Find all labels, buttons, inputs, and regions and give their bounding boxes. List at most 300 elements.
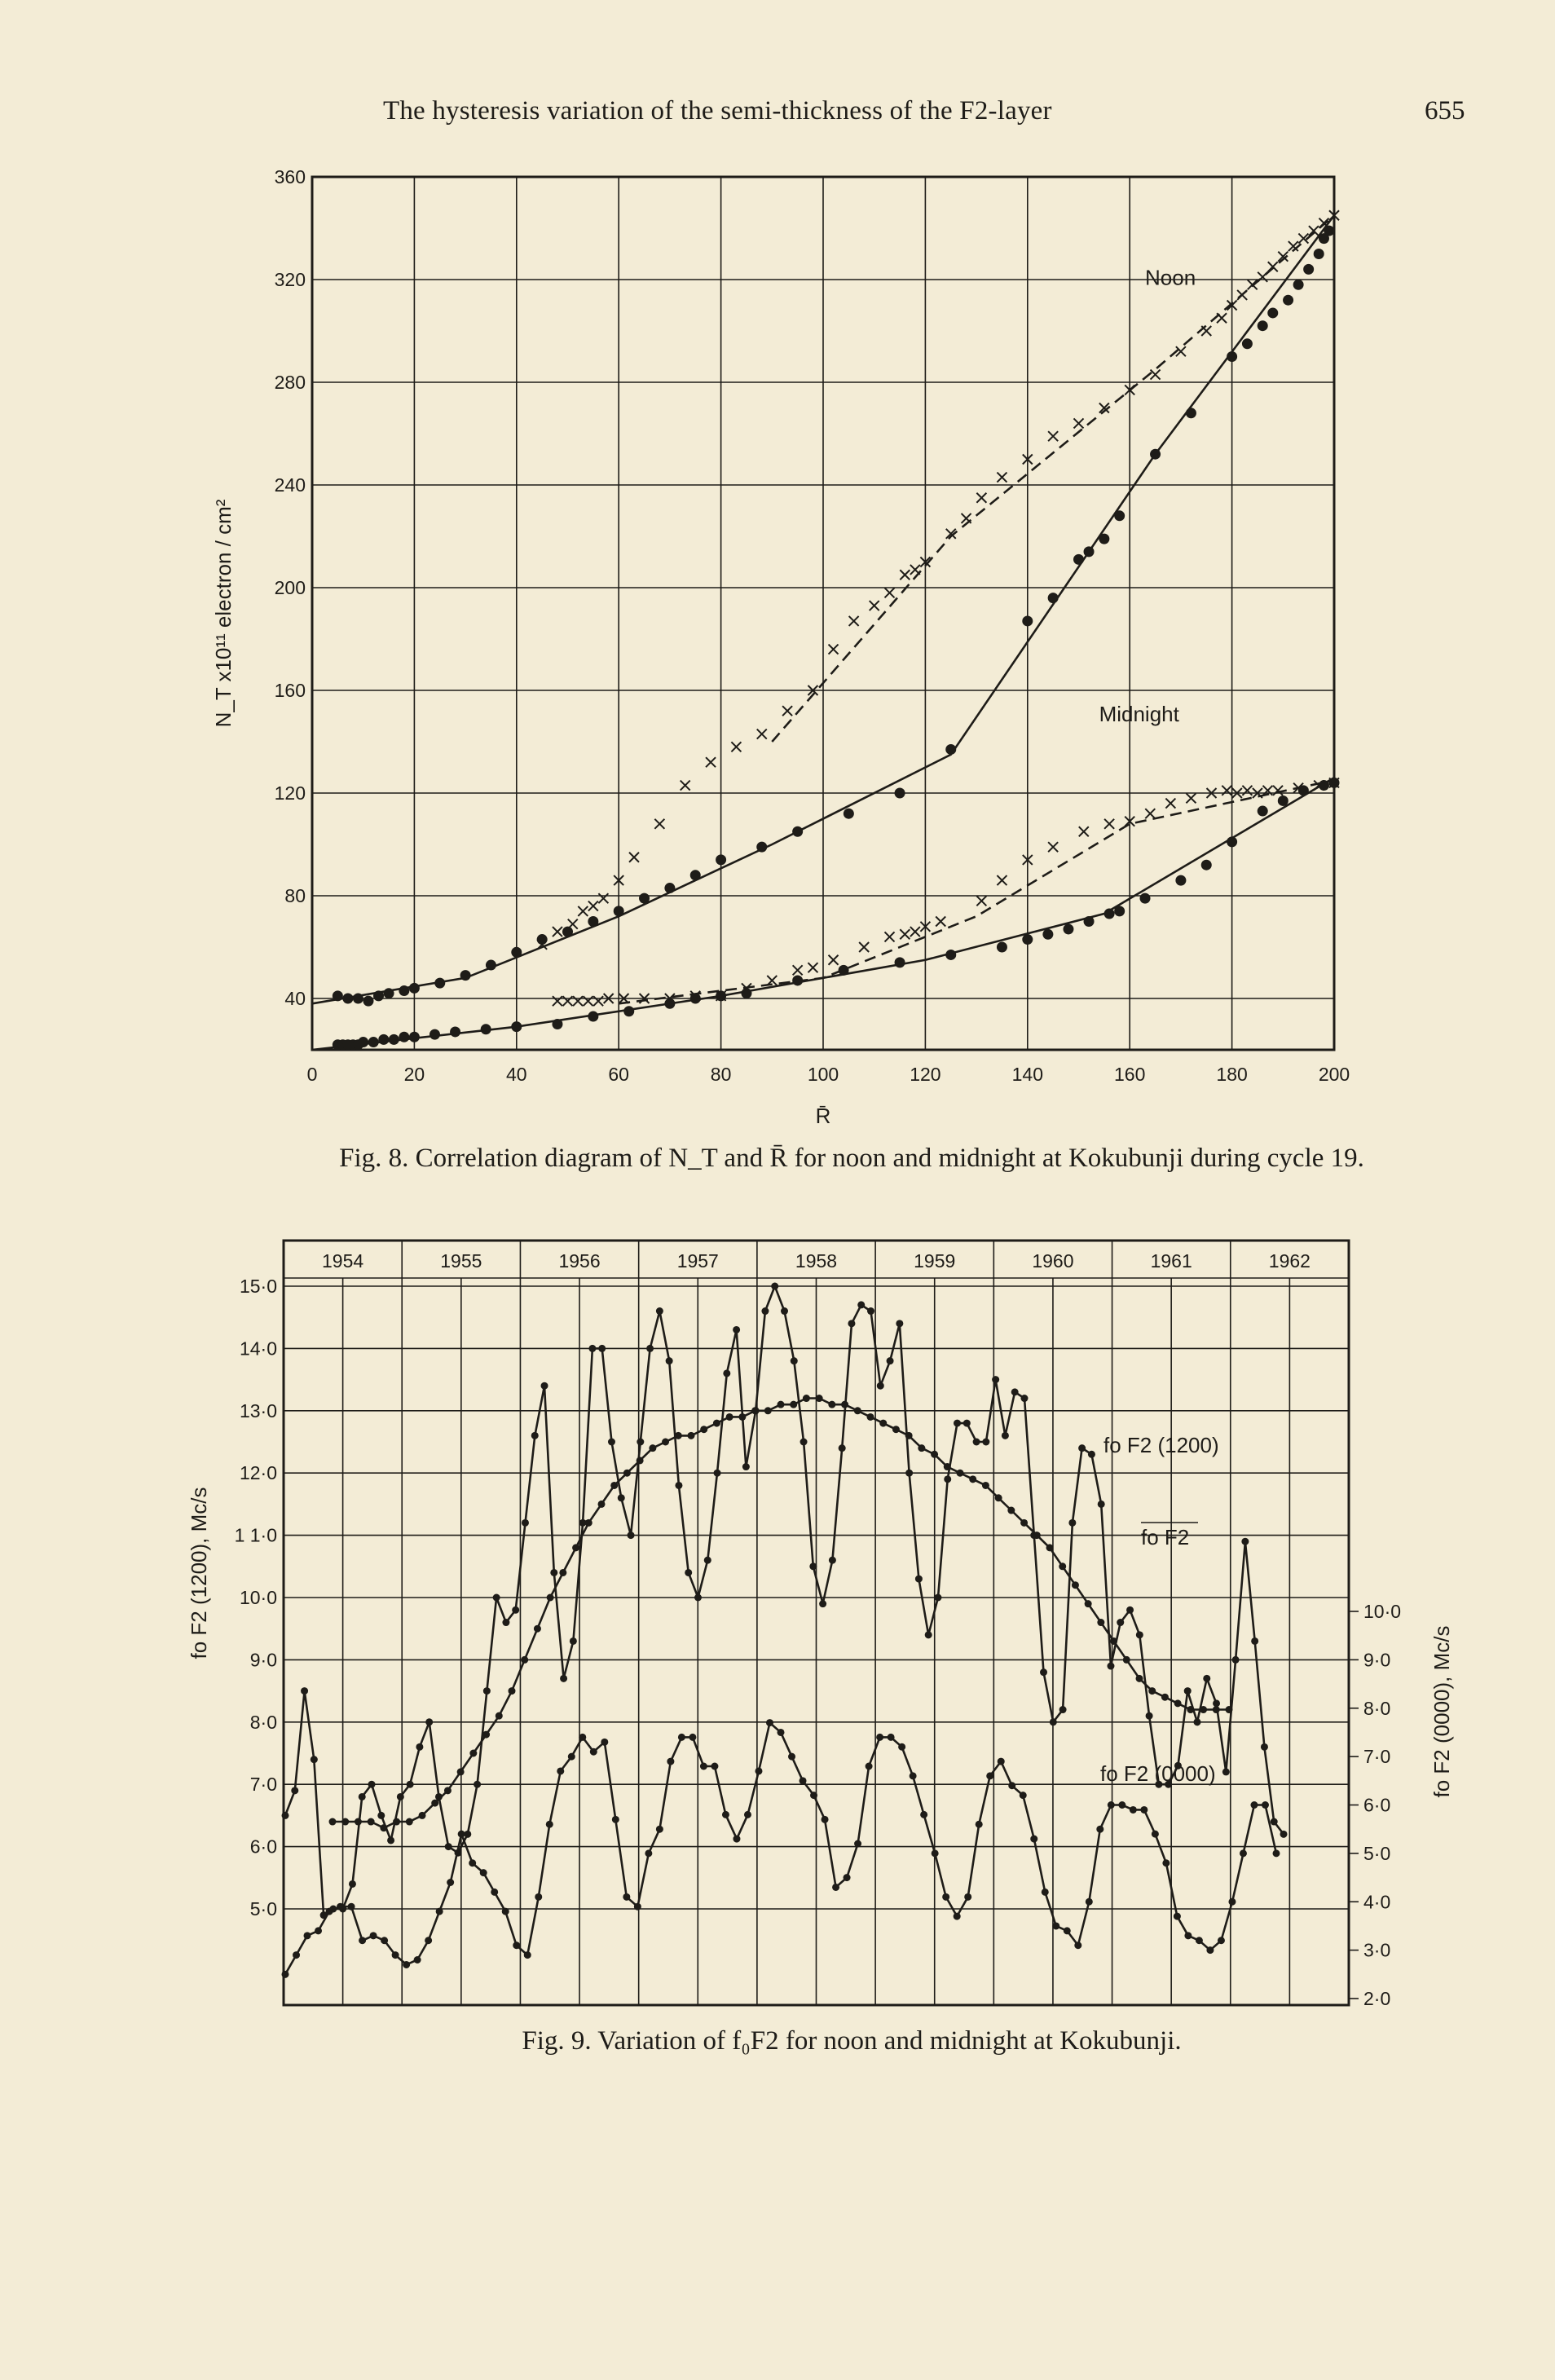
fig9-series-point-2 <box>502 1908 509 1915</box>
fig9-series-point-2 <box>832 1884 839 1891</box>
fig9-series-point-2 <box>370 1932 377 1939</box>
fig9-series-point-1 <box>431 1800 438 1807</box>
fig9-series-point-2 <box>546 1821 553 1828</box>
fig9-series-point-2 <box>932 1849 939 1857</box>
fig9-series-point-2 <box>788 1753 795 1761</box>
fig9-series-point-2 <box>1042 1889 1049 1896</box>
fig9-series-point-2 <box>1096 1826 1103 1833</box>
fig9-series-point-2 <box>513 1941 520 1949</box>
fig8-x-tick-label: 80 <box>710 1064 732 1085</box>
fig9-series-point-1 <box>713 1420 720 1427</box>
fig9-series-point-1 <box>738 1413 746 1421</box>
fig8-x-tick-label: 200 <box>1318 1064 1350 1085</box>
fig9-series-point-1 <box>521 1656 528 1664</box>
fig9-series-point-2 <box>689 1734 696 1741</box>
fig9-series-point-2 <box>778 1729 785 1736</box>
fig9-series-point-0 <box>800 1439 808 1446</box>
fig9-series-point-2 <box>326 1908 333 1915</box>
fig9-series-point-1 <box>457 1768 465 1775</box>
fig9-series-point-1 <box>1187 1706 1194 1713</box>
fig9-series-point-1 <box>623 1470 631 1477</box>
fig9-series-point-0 <box>1271 1818 1278 1826</box>
fig9-series-point-1 <box>559 1569 566 1576</box>
fig9-series-point-2 <box>667 1758 674 1765</box>
fig9-series-point-1 <box>393 1818 400 1826</box>
fig9-series-point-2 <box>557 1767 564 1774</box>
fig9-series-point-1 <box>509 1687 516 1695</box>
fig9-series-point-2 <box>293 1951 300 1959</box>
fig9-series-point-0 <box>954 1420 961 1427</box>
fig9-series-point-2 <box>888 1734 895 1741</box>
fig9-series-point-0 <box>839 1444 846 1452</box>
fig9-series-point-0 <box>1280 1831 1288 1838</box>
fig9-series-label-noon: fo F2 (1200) <box>1103 1433 1219 1457</box>
fig9-series-point-2 <box>1196 1937 1203 1944</box>
fig9-series-point-0 <box>598 1345 606 1352</box>
fig9-series-point-1 <box>406 1818 413 1826</box>
fig9-series-point-2 <box>634 1903 641 1911</box>
fig9-series-point-2 <box>866 1763 873 1770</box>
fig9-series-point-1 <box>329 1818 337 1826</box>
fig9-series-point-1 <box>1072 1581 1079 1589</box>
fig9-series-point-1 <box>867 1413 874 1421</box>
fig9-series-point-1 <box>649 1444 656 1452</box>
fig9-series-point-2 <box>381 1937 388 1944</box>
fig9-series-point-2 <box>1250 1801 1258 1809</box>
fig9-series-point-2 <box>601 1739 608 1746</box>
fig9-series-point-0 <box>359 1793 366 1800</box>
fig9-series-point-2 <box>920 1811 927 1818</box>
fig9-series-point-0 <box>474 1781 481 1788</box>
fig9-series-point-2 <box>744 1811 751 1818</box>
fig9-series-point-2 <box>733 1836 740 1843</box>
fig9-series-point-0 <box>1222 1768 1230 1775</box>
fig9-series-point-0 <box>1088 1451 1095 1458</box>
fig8-x-tick-label: 20 <box>403 1064 425 1085</box>
running-title: The hysteresis variation of the semi-thickness of the F2-layer <box>383 96 1052 126</box>
fig9-right-axis-label: fo F2 (0000), Mc/s <box>1429 1625 1454 1798</box>
fig9-series-point-1 <box>726 1413 733 1421</box>
fig9-series-point-2 <box>1020 1792 1027 1799</box>
fig9-series-point-0 <box>368 1781 376 1788</box>
fig9-series-point-0 <box>1232 1656 1240 1664</box>
fig9-series-line-0 <box>285 1286 1284 1915</box>
fig9-series-point-0 <box>349 1880 356 1888</box>
fig9-series-label-mean: fo F2 <box>1141 1525 1190 1549</box>
fig9-series-point-0 <box>714 1470 721 1477</box>
fig9-series-point-0 <box>666 1357 673 1364</box>
fig9-series-point-1 <box>610 1482 618 1489</box>
fig9-right-tick-label: 5·0 <box>1363 1842 1391 1864</box>
fig9-series-point-0 <box>1117 1619 1124 1626</box>
fig9-series-point-0 <box>608 1439 615 1446</box>
fig9-series-point-1 <box>1046 1544 1054 1551</box>
fig9-series-point-1 <box>482 1731 490 1739</box>
fig9-series-point-2 <box>1008 1782 1015 1789</box>
fig9-series-point-0 <box>829 1557 836 1564</box>
fig9-left-tick-label: 1 1·0 <box>234 1524 277 1546</box>
fig8-y-tick-label: 240 <box>274 474 306 496</box>
fig9-series-point-1 <box>469 1750 477 1757</box>
fig9-series-point-2 <box>755 1767 762 1774</box>
fig9-series-point-1 <box>944 1463 951 1470</box>
fig9-series-point-0 <box>1011 1388 1019 1395</box>
fig9-year-label: 1958 <box>795 1250 838 1272</box>
fig9-series-point-1 <box>688 1432 695 1439</box>
fig9-series-point-2 <box>1174 1913 1181 1920</box>
fig9-series-point-0 <box>1040 1668 1047 1676</box>
fig9-series-point-2 <box>954 1913 961 1920</box>
fig9-series-point-0 <box>637 1439 644 1446</box>
fig9-left-tick-label: 7·0 <box>249 1774 277 1796</box>
fig9-series-point-2 <box>491 1889 498 1896</box>
fig9-right-tick-label: 4·0 <box>1363 1891 1391 1913</box>
fig9-series-point-2 <box>1086 1898 1093 1906</box>
fig9-series-point-2 <box>315 1927 322 1934</box>
fig9-series-point-0 <box>311 1756 318 1763</box>
fig9-series-point-0 <box>570 1637 577 1645</box>
fig9-series-point-0 <box>377 1812 385 1819</box>
fig9-series-point-2 <box>436 1908 443 1915</box>
fig9-series-point-0 <box>704 1557 711 1564</box>
fig9-series-point-0 <box>282 1812 289 1819</box>
fig8-x-tick-label: 180 <box>1216 1064 1248 1085</box>
fig9-series-point-2 <box>447 1879 454 1886</box>
fig9-left-tick-label: 6·0 <box>249 1836 277 1858</box>
fig9-series-point-0 <box>541 1382 548 1390</box>
fig9-series-point-1 <box>1059 1562 1066 1570</box>
fig9-series-point-0 <box>1146 1712 1153 1720</box>
fig9-series-point-2 <box>590 1748 597 1756</box>
fig9-series-point-1 <box>572 1544 579 1551</box>
fig9-series-point-1 <box>969 1475 976 1483</box>
fig9-series-point-1 <box>662 1439 669 1446</box>
fig9-series-point-1 <box>1020 1519 1028 1527</box>
fig9-left-tick-label: 9·0 <box>249 1649 277 1671</box>
fig9-series-point-0 <box>291 1787 298 1794</box>
fig9-series-point-1 <box>751 1407 759 1414</box>
fig8-x-tick-label: 40 <box>506 1064 527 1085</box>
fig9-series-point-0 <box>1050 1718 1057 1726</box>
fig9-series-point-0 <box>694 1594 702 1602</box>
fig9-series-point-1 <box>496 1712 503 1720</box>
fig9-series-point-0 <box>905 1470 913 1477</box>
fig9-series-point-0 <box>973 1439 980 1446</box>
fig9-series-point-1 <box>905 1432 913 1439</box>
fig8-x-tick-label: 0 <box>306 1064 318 1085</box>
fig8-x-tick-label: 160 <box>1114 1064 1146 1085</box>
fig8-x-tick-label: 100 <box>807 1064 839 1085</box>
fig8-y-tick-label: 160 <box>274 680 306 701</box>
fig8-y-tick-label: 80 <box>284 885 306 906</box>
fig9-series-point-2 <box>854 1840 861 1848</box>
fig9-series-point-0 <box>588 1345 596 1352</box>
fig9-series-point-0 <box>1251 1637 1258 1645</box>
fig9-series-point-0 <box>896 1320 903 1327</box>
fig9-caption: Fig. 9. Variation of f₀F2 for noon and midnight at Kokubunji. <box>522 2026 1182 2056</box>
fig9-series-point-0 <box>877 1382 884 1390</box>
fig9-series-point-1 <box>854 1407 861 1414</box>
fig9-series-point-2 <box>282 1971 289 1978</box>
fig9-series-point-1 <box>1200 1706 1207 1713</box>
fig9-series-point-2 <box>535 1893 542 1901</box>
fig9-series-point-2 <box>800 1777 807 1784</box>
fig9-series-point-1 <box>778 1401 785 1408</box>
fig9-series-point-0 <box>992 1376 999 1383</box>
fig9-series-point-1 <box>1033 1532 1041 1539</box>
fig9-left-tick-label: 12·0 <box>239 1462 277 1484</box>
fig9-series-point-0 <box>1136 1631 1143 1638</box>
fig9-series-point-2 <box>1052 1922 1059 1929</box>
fig9-series-point-2 <box>524 1951 531 1959</box>
fig9-series-point-2 <box>425 1937 432 1944</box>
fig9-series-point-0 <box>1002 1432 1009 1439</box>
fig9-series-point-2 <box>822 1816 829 1823</box>
fig9-series-point-1 <box>419 1812 426 1819</box>
fig9-series-point-2 <box>722 1811 729 1818</box>
fig9-series-point-2 <box>579 1734 586 1741</box>
fig9-series-point-0 <box>502 1619 509 1626</box>
fig9-series-point-1 <box>380 1824 387 1831</box>
fig9-series-point-0 <box>1126 1606 1134 1614</box>
fig8-y-tick-label: 280 <box>274 372 306 393</box>
fig9-series-point-1 <box>1110 1637 1117 1645</box>
fig9-series-point-0 <box>483 1687 491 1695</box>
fig9-series-point-2 <box>656 1826 663 1833</box>
fig9-series-point-2 <box>700 1763 707 1770</box>
fig9-series-point-0 <box>512 1606 519 1614</box>
fig9-right-tick-label: 6·0 <box>1363 1794 1391 1816</box>
fig9-series-point-2 <box>1206 1946 1214 1954</box>
fig9-series-point-0 <box>407 1781 414 1788</box>
fig9-series-point-0 <box>887 1357 894 1364</box>
fig9-series-point-1 <box>841 1401 848 1408</box>
fig9-left-tick-label: 8·0 <box>249 1711 277 1733</box>
fig9-series-point-2 <box>458 1831 465 1838</box>
fig9-left-tick-label: 13·0 <box>239 1399 277 1421</box>
fig9-series-point-2 <box>942 1893 949 1901</box>
fig8-x-axis-label: R̄ <box>815 1104 831 1128</box>
fig9-series-point-2 <box>876 1734 883 1741</box>
fig9-series-point-2 <box>348 1903 355 1911</box>
fig9-series-point-0 <box>819 1600 826 1607</box>
fig9-left-tick-label: 5·0 <box>249 1898 277 1919</box>
fig9-series-point-1 <box>444 1787 452 1794</box>
fig9-series-line-1 <box>333 1399 1229 1828</box>
fig9-series-point-0 <box>963 1420 971 1427</box>
fig9-right-tick-label: 9·0 <box>1363 1649 1391 1671</box>
fig8-y-axis-label: N_T x10¹¹ electron / cm² <box>211 499 236 728</box>
fig9-year-label: 1960 <box>1032 1250 1074 1272</box>
fig9-series-point-0 <box>493 1594 500 1602</box>
fig9-series-point-1 <box>675 1432 682 1439</box>
fig9-series-point-0 <box>1261 1743 1268 1751</box>
fig9-series-point-0 <box>771 1283 778 1290</box>
fig9-right-tick-label: 2·0 <box>1363 1988 1391 2009</box>
fig8-x-tick-label: 120 <box>910 1064 941 1085</box>
fig9-series-point-0 <box>1193 1718 1200 1726</box>
fig9-series-point-2 <box>1162 1859 1170 1867</box>
fig8-caption: Fig. 8. Correlation diagram of N_T and R̄ for noon and midnight at Kokubunji during cycle 19. <box>339 1144 1364 1173</box>
fig9-series-point-2 <box>623 1893 630 1901</box>
fig9-series-point-1 <box>585 1519 592 1527</box>
fig9-series-point-2 <box>678 1734 685 1741</box>
fig9-series-point-2 <box>392 1951 399 1959</box>
fig9-series-point-0 <box>1098 1501 1105 1508</box>
fig9-series-point-1 <box>1007 1507 1015 1514</box>
fig9-year-label: 1959 <box>914 1250 956 1272</box>
fig9-series-point-2 <box>1184 1932 1192 1939</box>
fig9-series-point-2 <box>964 1893 971 1901</box>
fig9-series-point-1 <box>931 1451 938 1458</box>
fig9-series-point-0 <box>761 1307 769 1315</box>
fig9-series-point-0 <box>848 1320 855 1327</box>
fig9-series-point-1 <box>341 1818 349 1826</box>
fig8-x-tick-label: 60 <box>608 1064 629 1085</box>
fig9-series-point-0 <box>733 1326 740 1333</box>
fig9-series-point-0 <box>550 1569 557 1576</box>
fig9-series-point-2 <box>898 1743 905 1751</box>
fig9-series-point-0 <box>416 1743 423 1751</box>
fig9-series-point-1 <box>995 1494 1002 1501</box>
fig9-series-point-1 <box>1226 1706 1233 1713</box>
fig9-series-point-0 <box>628 1532 635 1539</box>
fig9-series-point-0 <box>982 1439 989 1446</box>
fig9-series-point-1 <box>637 1457 644 1464</box>
fig9-series-point-1 <box>790 1401 797 1408</box>
fig9-series-point-2 <box>844 1874 851 1881</box>
fig9-series-point-0 <box>1078 1444 1086 1452</box>
fig9-series-point-2 <box>1118 1801 1126 1809</box>
fig8-annotation-midnight: Midnight <box>1099 701 1179 726</box>
fig9-series-point-1 <box>368 1818 375 1826</box>
fig9-series-point-2 <box>304 1932 311 1939</box>
fig9-series-point-2 <box>568 1753 575 1761</box>
fig9-series-point-1 <box>355 1818 362 1826</box>
fig9-series-point-0 <box>445 1843 452 1850</box>
fig9-series-point-2 <box>1108 1801 1115 1809</box>
fig9-year-label: 1961 <box>1150 1250 1192 1272</box>
fig9-series-point-1 <box>1097 1619 1104 1626</box>
fig9-series-point-1 <box>1148 1687 1156 1695</box>
fig8-y-tick-label: 120 <box>274 782 306 804</box>
fig9-series-point-2 <box>976 1821 983 1828</box>
fig9-series-point-2 <box>810 1792 817 1799</box>
fig9-series-point-2 <box>998 1758 1005 1765</box>
fig9-series-point-2 <box>1273 1849 1280 1857</box>
fig9-series-point-2 <box>337 1903 344 1911</box>
fig9-series-point-1 <box>700 1426 707 1433</box>
fig9-series-point-0 <box>685 1569 692 1576</box>
fig9-series-point-2 <box>612 1816 619 1823</box>
fig9-left-tick-label: 14·0 <box>239 1338 277 1360</box>
fig9-series-point-1 <box>816 1395 823 1402</box>
fig9-series-point-0 <box>1203 1675 1210 1682</box>
fig9-series-point-2 <box>1218 1937 1225 1944</box>
fig9-series-point-0 <box>301 1687 308 1695</box>
fig9-series-point-2 <box>403 1961 410 1968</box>
fig9-series-point-1 <box>982 1482 989 1489</box>
fig9-year-label: 1955 <box>440 1250 482 1272</box>
fig9-series-point-0 <box>809 1562 817 1570</box>
fig9-series-point-0 <box>387 1836 394 1844</box>
fig9-series-point-0 <box>742 1463 750 1470</box>
fig9-series-point-2 <box>910 1772 917 1779</box>
fig9-series-point-0 <box>791 1357 798 1364</box>
fig9-series-point-0 <box>944 1475 951 1483</box>
fig9-right-tick-label: 10·0 <box>1363 1601 1402 1622</box>
fig9-series-point-2 <box>1152 1831 1159 1838</box>
fig9-series-point-1 <box>1213 1706 1220 1713</box>
fig9-series-point-0 <box>618 1494 625 1501</box>
fig9-series-point-0 <box>646 1345 654 1352</box>
fig9-series-point-0 <box>915 1576 923 1583</box>
fig9-series-point-0 <box>1068 1519 1076 1527</box>
fig9-series-point-2 <box>469 1859 476 1867</box>
fig9-series-point-2 <box>1064 1927 1071 1934</box>
fig9-series-point-1 <box>764 1407 772 1414</box>
fig9-series-point-0 <box>1184 1687 1192 1695</box>
fig9-series-point-1 <box>547 1594 554 1602</box>
fig9-series-point-2 <box>414 1956 421 1964</box>
fig8-x-tick-label: 140 <box>1011 1064 1043 1085</box>
fig9-series-point-1 <box>1136 1675 1143 1682</box>
fig9-series-point-0 <box>675 1482 682 1489</box>
fig9-series-point-0 <box>656 1307 663 1315</box>
fig9-series-point-0 <box>397 1793 404 1800</box>
fig9-series-point-2 <box>766 1719 773 1726</box>
fig9-series-point-2 <box>1074 1941 1081 1949</box>
fig9-year-label: 1956 <box>558 1250 601 1272</box>
fig9-series-point-0 <box>1241 1538 1249 1545</box>
fig9-series-point-2 <box>711 1763 718 1770</box>
fig9-series-point-1 <box>879 1420 887 1427</box>
fig9-left-tick-label: 15·0 <box>239 1276 277 1297</box>
fig9-series-point-0 <box>1107 1663 1114 1670</box>
fig9-series-point-0 <box>781 1307 788 1315</box>
fig9-series-point-1 <box>1174 1699 1182 1707</box>
fig8-y-tick-label: 320 <box>274 269 306 290</box>
fig9-year-label: 1957 <box>676 1250 719 1272</box>
fig9-series-point-0 <box>925 1631 932 1638</box>
fig9-series-label-midnight: fo F2 (0000) <box>1100 1761 1216 1786</box>
fig9-series-point-2 <box>1228 1898 1236 1906</box>
fig8-y-tick-label: 360 <box>274 166 306 187</box>
fig9-year-label: 1954 <box>322 1250 364 1272</box>
fig9-series-point-2 <box>480 1869 487 1876</box>
fig9-series-point-0 <box>531 1432 539 1439</box>
page-number: 655 <box>1425 96 1465 126</box>
fig9-series-point-0 <box>1020 1395 1028 1402</box>
fig9-series-point-1 <box>534 1625 541 1633</box>
fig9-series-point-0 <box>934 1594 941 1602</box>
fig9-series-point-1 <box>918 1444 925 1452</box>
fig9-series-point-2 <box>1240 1849 1247 1857</box>
fig8-y-tick-label: 40 <box>284 988 306 1009</box>
fig9-series-point-2 <box>1140 1806 1148 1814</box>
fig9-series-point-1 <box>803 1395 810 1402</box>
fig9-series-point-0 <box>1059 1706 1067 1713</box>
fig9-series-point-0 <box>857 1301 865 1308</box>
fig9-series-point-1 <box>957 1470 964 1477</box>
fig9-series-point-1 <box>1123 1656 1130 1664</box>
fig9-right-tick-label: 3·0 <box>1363 1939 1391 1961</box>
fig9-series-point-2 <box>1030 1836 1037 1843</box>
fig9-series-point-1 <box>598 1501 606 1508</box>
fig9-series-point-2 <box>1130 1806 1137 1814</box>
fig8-y-tick-label: 200 <box>274 577 306 598</box>
fig9-right-tick-label: 7·0 <box>1363 1746 1391 1768</box>
